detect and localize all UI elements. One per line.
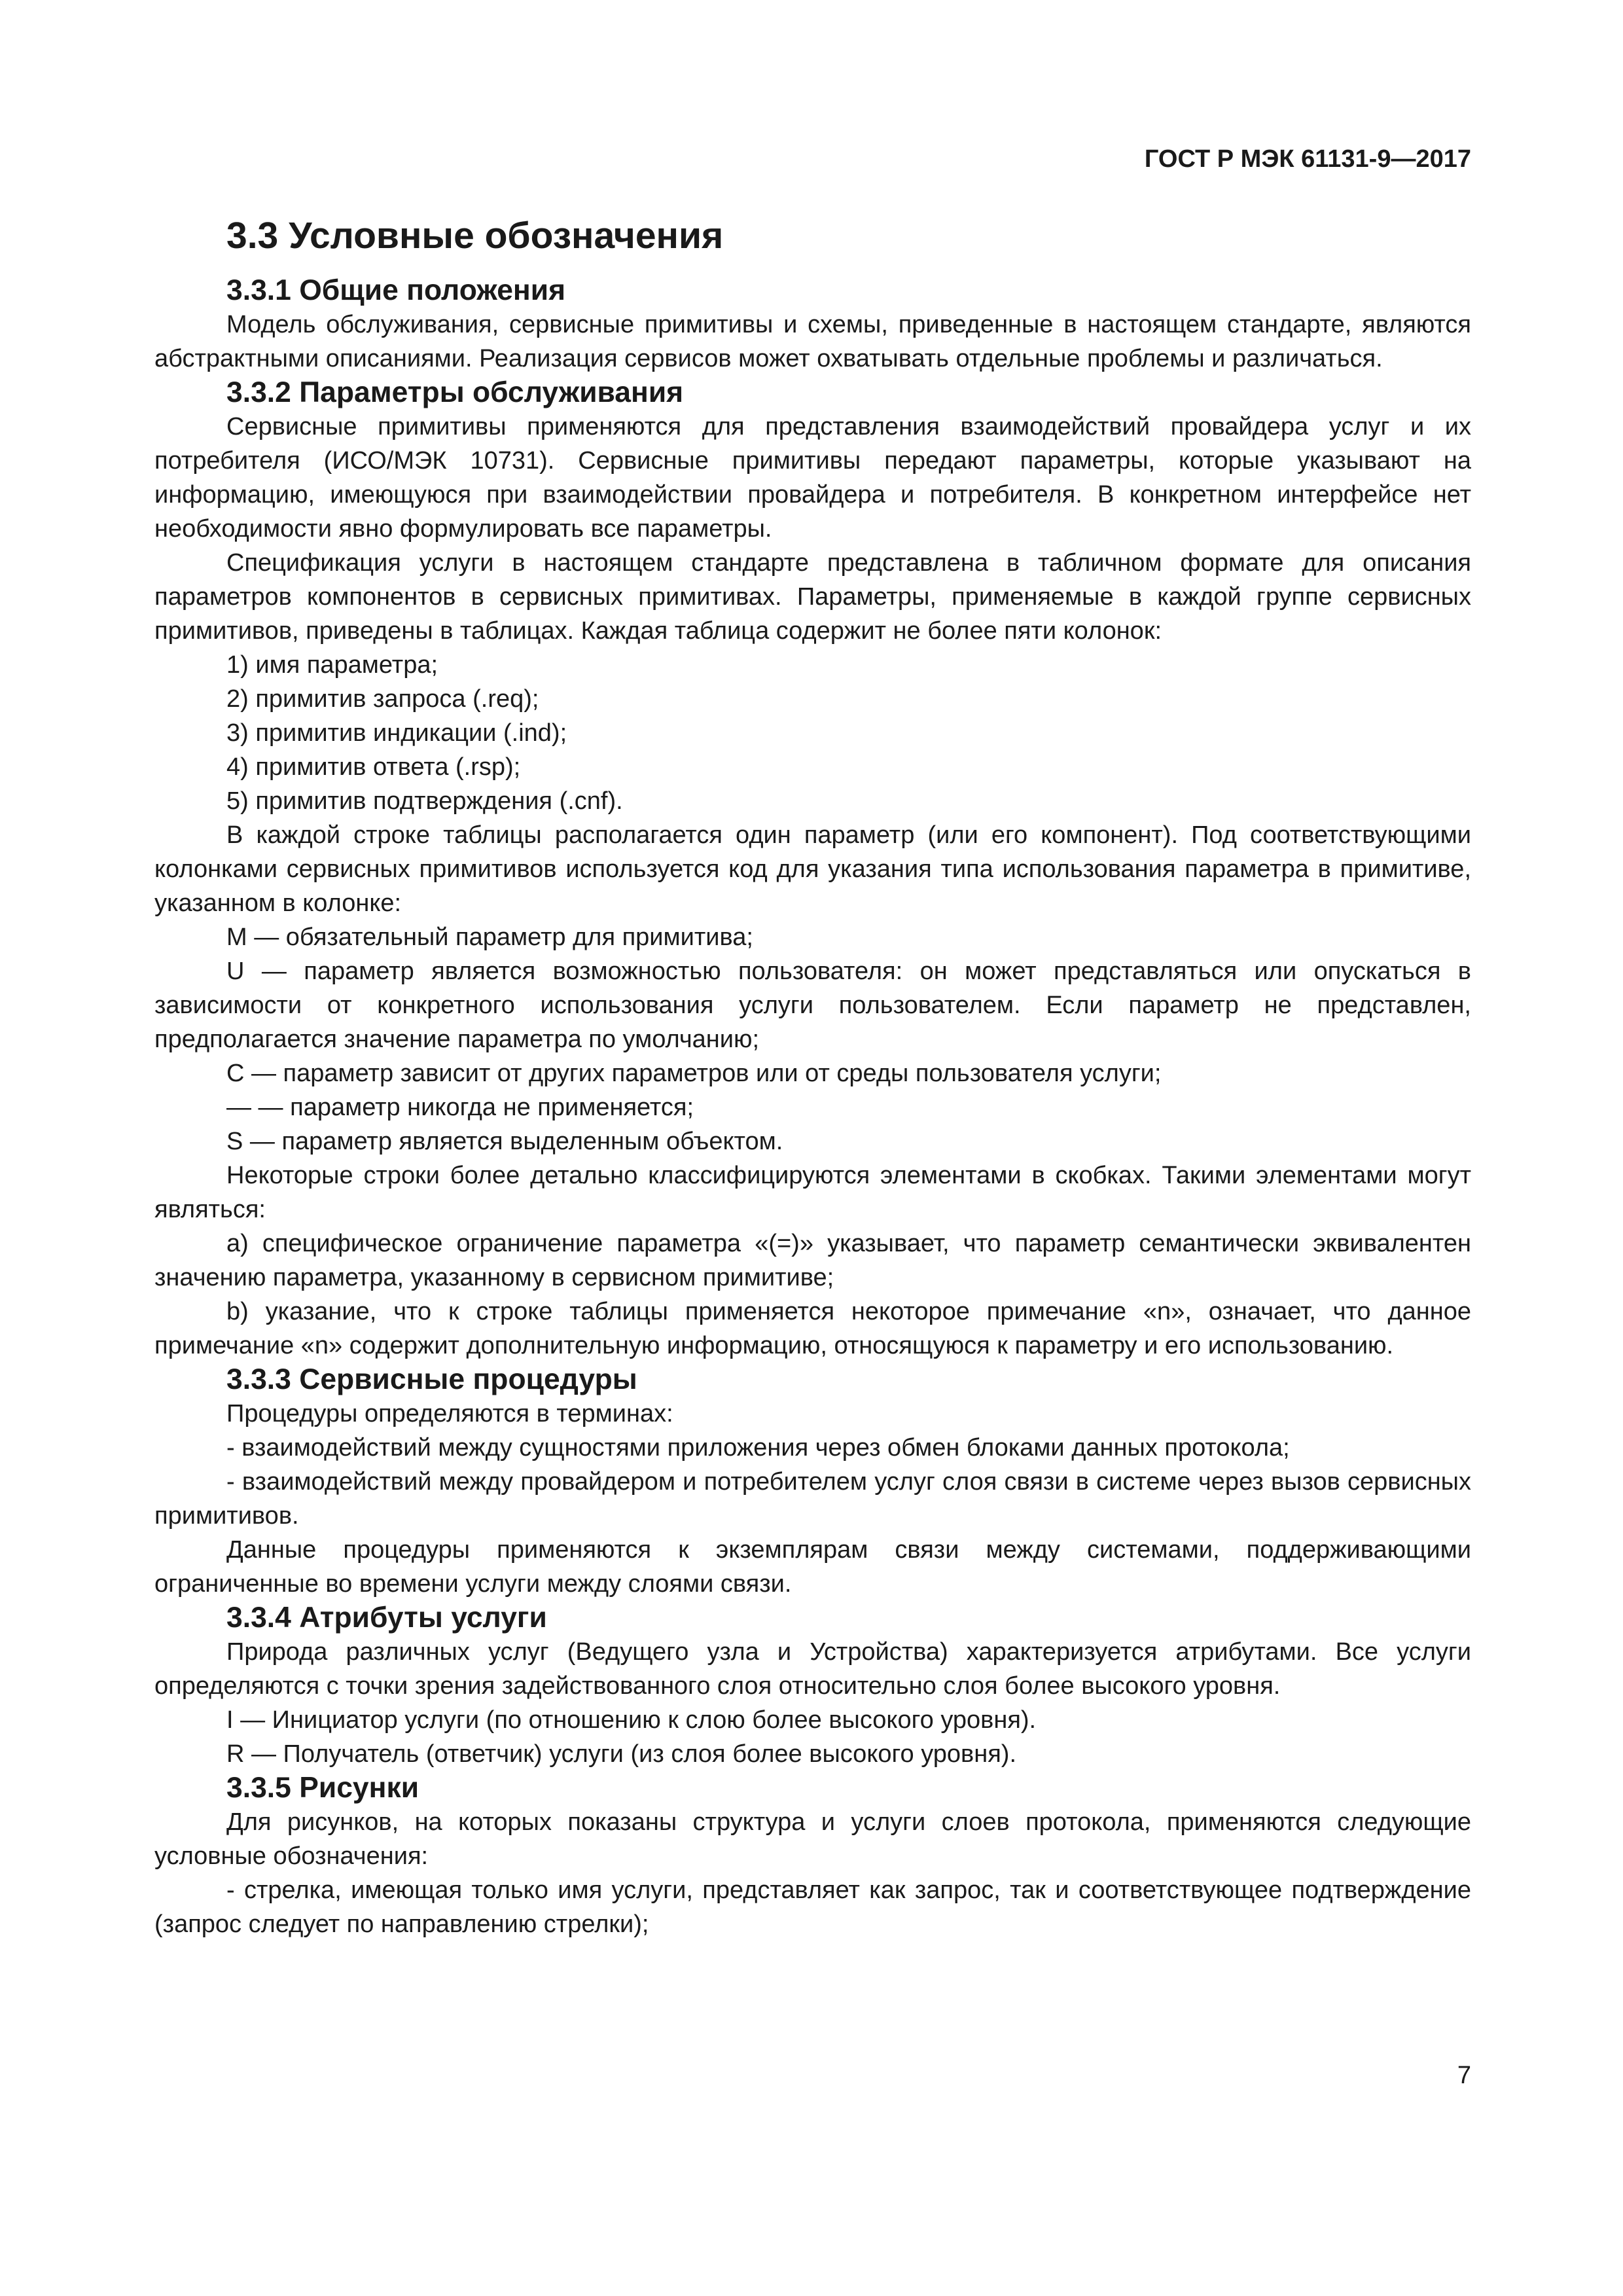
paragraph: 5) примитив подтверждения (.cnf). [226, 787, 623, 815]
section-blocks [154, 274, 1471, 1941]
paragraph: 2) примитив запроса (.req); [226, 685, 539, 713]
paragraph: 4) примитив ответа (.rsp); [226, 753, 521, 781]
paragraph: Сервисные примитивы применяются для представления взаимодействий провайдера услуг и их потребителя (ИСО/МЭК 10731). Сервисные примитивы передают параметры, которые указывают на информацию, имеющуюся при взаимодействии провайдера и потребителя. В конкретном интерфейсе нет необходимости явно формулировать все параметры. [154, 413, 1471, 543]
subsection-heading: 3.3.4 Атрибуты услуги [226, 1602, 547, 1634]
paragraph: Процедуры определяются в терминах: [226, 1400, 673, 1427]
paragraph: 1) имя параметра; [226, 651, 438, 679]
paragraph: В каждой строке таблицы располагается один параметр (или его компонент). Под соответствующими колонками сервисных примитивов используется код для указания типа использования параметра в примитиве, указанном в колонке: [154, 821, 1471, 917]
document-header: ГОСТ Р МЭК 61131-9—2017 [1144, 145, 1471, 173]
paragraph: - взаимодействий между сущностями приложения через обмен блоками данных протокола; [226, 1434, 1290, 1462]
paragraph: — — параметр никогда не применяется; [226, 1094, 694, 1121]
paragraph: C — параметр зависит от других параметров или от среды пользователя услуги; [226, 1060, 1162, 1087]
paragraph: Модель обслуживания, сервисные примитивы и схемы, приведенные в настоящем стандарте, являются абстрактными описаниями. Реализация сервисов может охватывать отдельные проблемы и различаться. [154, 311, 1471, 372]
subsection-heading: 3.3.5 Рисунки [226, 1772, 419, 1804]
paragraph: b) указание, что к строке таблицы применяется некоторое примечание «n», означает, что данное примечание «n» содержит дополнительную информацию, относящуюся к параметру и его использованию. [154, 1298, 1471, 1359]
document-body [154, 215, 1471, 1941]
subsection-heading: 3.3.3 Сервисные процедуры [226, 1363, 637, 1395]
paragraph: - стрелка, имеющая только имя услуги, представляет как запрос, так и соответствующее подтверждение (запрос следует по направлению стрелки); [154, 1876, 1471, 1938]
paragraph: - взаимодействий между провайдером и потребителем услуг слоя связи в системе через вызов сервисных примитивов. [154, 1468, 1471, 1530]
section-title: 3.3 Условные обозначения [226, 215, 724, 257]
paragraph: 3) примитив индикации (.ind); [226, 719, 567, 747]
paragraph: Спецификация услуги в настоящем стандарте представлена в табличном формате для описания параметров компонентов в сервисных примитивах. Параметры, применяемые в каждой группе сервисных примитивов, приведены в таблицах. Каждая таблица содержит не более пяти колонок: [154, 549, 1471, 645]
subsection-heading: 3.3.1 Общие положения [226, 274, 566, 306]
paragraph: Данные процедуры применяются к экземплярам связи между системами, поддерживающими ограниченные во времени услуги между слоями связи. [154, 1536, 1471, 1598]
paragraph: U — параметр является возможностью пользователя: он может представляться или опускаться в зависимости от конкретного использования услуги пользователем. Если параметр не представлен, предполагается значение параметра по умолчанию; [154, 958, 1471, 1053]
paragraph: Природа различных услуг (Ведущего узла и Устройства) характеризуется атрибутами. Все услуги определяются с точки зрения задействованного слоя относительно слоя более высокого уровня. [154, 1638, 1471, 1700]
subsection-heading: 3.3.2 Параметры обслуживания [226, 376, 684, 408]
paragraph: M — обязательный параметр для примитива; [226, 924, 753, 951]
paragraph: a) специфическое ограничение параметра «(=)» указывает, что параметр семантически эквивалентен значению параметра, указанному в сервисном примитиве; [154, 1230, 1471, 1291]
paragraph: S — параметр является выделенным объектом. [226, 1128, 783, 1155]
paragraph: Для рисунков, на которых показаны структура и услуги слоев протокола, применяются следующие условные обозначения: [154, 1808, 1471, 1870]
paragraph: I — Инициатор услуги (по отношению к слою более высокого уровня). [226, 1706, 1037, 1734]
paragraph: Некоторые строки более детально классифицируются элементами в скобках. Такими элементами могут являться: [154, 1162, 1471, 1223]
page-number: 7 [1457, 2062, 1471, 2089]
paragraph: R — Получатель (ответчик) услуги (из слоя более высокого уровня). [226, 1740, 1017, 1768]
